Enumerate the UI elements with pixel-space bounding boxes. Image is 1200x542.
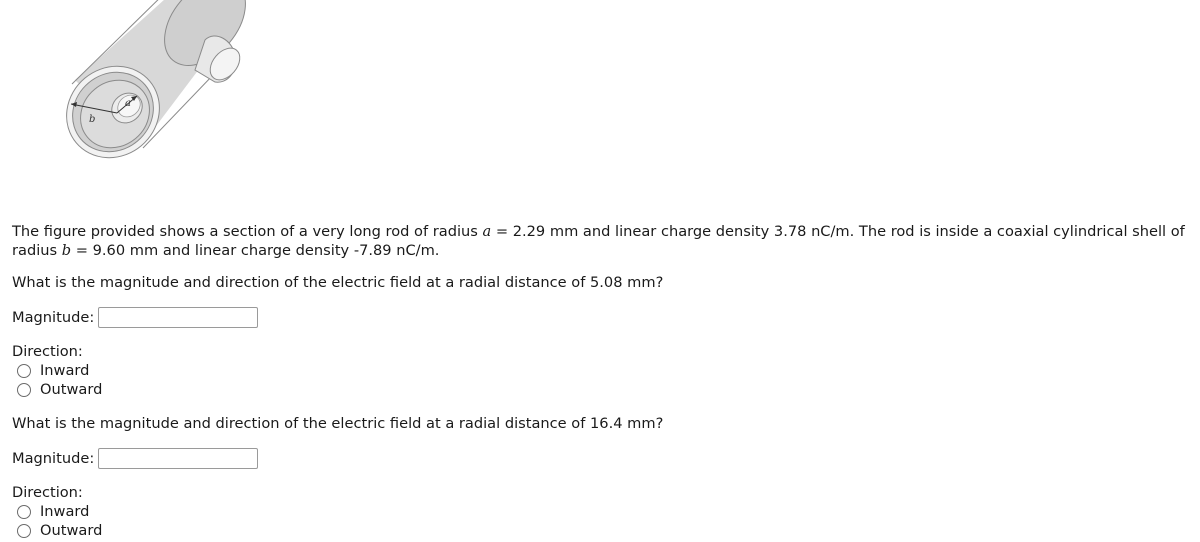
question-1-option-outward[interactable]	[12, 380, 1197, 399]
option-label: Outward	[40, 522, 103, 539]
question-2-option-outward[interactable]	[12, 521, 1197, 540]
variable-a: a	[482, 223, 492, 240]
problem-content	[12, 222, 1197, 540]
magnitude-label: Magnitude:	[12, 308, 95, 326]
question-1-magnitude-row	[12, 305, 1197, 329]
coaxial-cylinder-figure	[55, 0, 255, 200]
question-1-option-inward[interactable]	[12, 361, 1197, 380]
question-2-direction	[12, 483, 1197, 540]
label-a: a	[125, 98, 131, 109]
question-1-direction	[12, 342, 1197, 399]
question-2-magnitude-input[interactable]	[98, 448, 258, 469]
coaxial-cylinder-drawing	[55, 0, 255, 200]
radio-button[interactable]	[17, 383, 31, 397]
radio-button[interactable]	[17, 505, 31, 519]
variable-b: b	[61, 242, 72, 259]
question-2-prompt: What is the magnitude and direction of the electric field at a radial distance of 16.4 mm?	[12, 415, 664, 432]
radio-button[interactable]	[17, 364, 31, 378]
question-1-magnitude-input[interactable]	[98, 307, 258, 328]
direction-label: Direction:	[12, 343, 83, 360]
option-label: Inward	[40, 362, 90, 379]
problem-statement: The figure provided shows a section of a very long rod of radius a = 2.29 mm and linear charge density 3.78 nC/m. The rod is inside a coaxial cylindrical shell of radius b = 9.60 mm and linear charge density -7.89 nC/m.	[12, 223, 1185, 259]
radio-button[interactable]	[17, 524, 31, 538]
question-1-prompt: What is the magnitude and direction of the electric field at a radial distance of 5.08 mm?	[12, 274, 664, 291]
magnitude-label: Magnitude:	[12, 449, 95, 467]
label-b: b	[89, 114, 96, 125]
option-label: Outward	[40, 381, 103, 398]
option-label: Inward	[40, 503, 90, 520]
direction-label: Direction:	[12, 484, 83, 501]
question-2-option-inward[interactable]	[12, 502, 1197, 521]
question-2-magnitude-row	[12, 446, 1197, 470]
